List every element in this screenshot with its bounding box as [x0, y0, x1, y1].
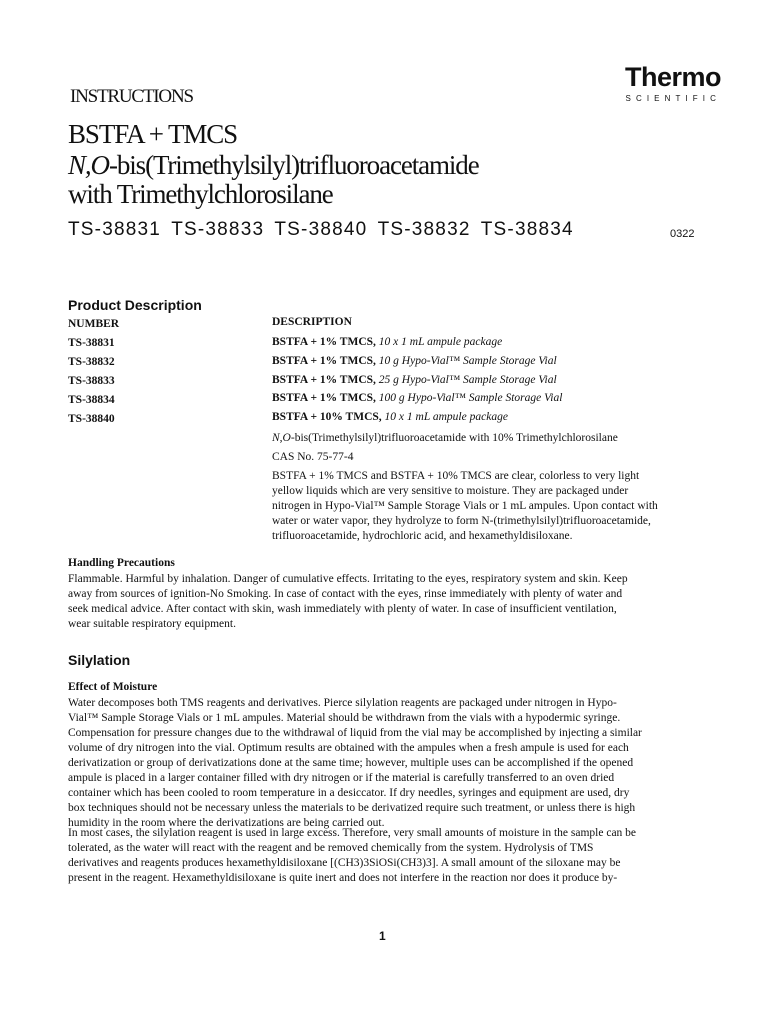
moisture-paragraph-1	[68, 696, 642, 831]
text-line: humidity in the room where the derivatizations are being carried out.	[68, 817, 385, 829]
handling-precautions-text	[68, 572, 628, 632]
product-description-text	[272, 469, 658, 544]
text-line: yellow liquids which are very sensitive to moisture. They are packaged under	[272, 485, 629, 497]
catalog-number: TS-38831	[68, 219, 162, 240]
text-line: nitrogen in Hypo-Vial™ Sample Storage Vials or 1 mL ampules. Upon contact with	[272, 500, 658, 512]
title-line-2-rest: -bis(Trimethylsilyl)trifluoroacetamide	[108, 150, 479, 180]
text-line: BSTFA + 1% TMCS and BSTFA + 10% TMCS are clear, colorless to very light	[272, 470, 640, 482]
text-line: derivatives and reagents produces hexamethyldisiloxane [(CH3)3SiOSi(CH3)3]. A small amount of the siloxane may be	[68, 857, 621, 869]
text-line: water or water vapor, they hydrolyze to form N-(trimethylsilyl)trifluoroacetamide,	[272, 515, 651, 527]
product-package: 100 g Hypo-Vial™ Sample Storage Vial	[378, 392, 563, 404]
version-code: 0322	[670, 228, 695, 240]
text-line: box techniques should not be necessary unless the materials to be derivatized require such treatment, or unless there is high	[68, 802, 636, 814]
chemical-name-rest: -bis(Trimethylsilyl)trifluoroacetamide with 10% Trimethylchlorosilane	[290, 432, 618, 444]
effect-of-moisture-heading: Effect of Moisture	[68, 681, 158, 693]
title-line-2	[68, 152, 479, 179]
product-description-row	[272, 392, 562, 404]
product-number: TS-38833	[68, 375, 115, 387]
product-number: TS-38834	[68, 394, 115, 406]
product-number: TS-38831	[68, 337, 115, 349]
product-number: TS-38840	[68, 413, 115, 425]
product-name: BSTFA + 10% TMCS,	[272, 411, 382, 423]
chemical-name-italic: N,O	[272, 432, 291, 444]
text-line: wear suitable respiratory equipment.	[68, 618, 236, 630]
chemical-name	[272, 432, 618, 444]
scientific-logo-text: SCIENTIFIC	[625, 94, 721, 103]
text-line: Flammable. Harmful by inhalation. Danger of cumulative effects. Irritating to the eyes, respiratory system and skin. Keep	[68, 573, 628, 585]
product-description-row	[272, 374, 557, 386]
thermo-logo: Thermo	[624, 62, 721, 92]
text-line: volume of dry nitrogen into the vial. Optimum results are obtained with the ampules when a fresh ampule is used for each	[68, 742, 629, 754]
title-line-3: with Trimethylchlorosilane	[68, 179, 333, 209]
description-column-header: DESCRIPTION	[272, 316, 352, 328]
text-line: Vial™ Sample Storage Vials or 1 mL ampules. Material should be withdrawn from the vials with a hypodermic syringe.	[68, 712, 621, 724]
text-line: away from sources of ignition-No Smoking. In case of contact with the eyes, rinse immediately with plenty of water and	[68, 588, 623, 600]
text-line: In most cases, the silylation reagent is used in large excess. Therefore, very small amounts of moisture in the sample can be	[68, 827, 637, 839]
product-description-heading: Product Description	[68, 297, 202, 313]
catalog-number: TS-38834	[480, 219, 574, 240]
text-line: Compensation for pressure changes due to the withdrawal of liquid from the vial may be accomplished by injecting a similar	[68, 727, 642, 739]
number-column-header: NUMBER	[68, 318, 120, 330]
catalog-numbers	[68, 219, 578, 241]
title-line-1: BSTFA + TMCS	[68, 119, 238, 149]
text-line: tolerated, as the water will react with the reagent and be removed chemically from the system. Hydrolysis of TMS	[68, 842, 594, 854]
catalog-number: TS-38832	[377, 219, 471, 240]
product-number: TS-38832	[68, 356, 115, 368]
product-package: 25 g Hypo-Vial™ Sample Storage Vial	[378, 374, 557, 386]
product-package: 10 g Hypo-Vial™ Sample Storage Vial	[378, 355, 557, 367]
product-description-row	[272, 336, 502, 348]
product-package: 10 x 1 mL ampule package	[378, 336, 503, 348]
silylation-heading: Silylation	[68, 652, 131, 668]
product-name: BSTFA + 1% TMCS,	[272, 374, 376, 386]
text-line: container which has been cooled to room temperature in a desiccator. If dry needles, syringes and equipment are used, dry	[68, 787, 630, 799]
catalog-number: TS-38833	[171, 219, 265, 240]
text-line: Water decomposes both TMS reagents and derivatives. Pierce silylation reagents are packaged under nitrogen in Hypo-	[68, 697, 617, 709]
product-package: 10 x 1 mL ampule package	[384, 411, 508, 423]
product-description-row	[272, 355, 557, 367]
product-name: BSTFA + 1% TMCS,	[272, 336, 376, 348]
doc-type-label: INSTRUCTIONS	[70, 86, 193, 107]
text-line: ampule is placed in a larger container filled with dry nitrogen or if the material is carefully transferred to an oven dried	[68, 772, 615, 784]
product-name: BSTFA + 1% TMCS,	[272, 355, 376, 367]
moisture-paragraph-2	[68, 826, 636, 886]
text-line: seek medical advice. After contact with skin, wash immediately with plenty of water. In case of insufficient ventilation,	[68, 603, 617, 615]
text-line: derivatization or group of derivatizations done at the same time; however, multiple uses can be accomplished if the opened	[68, 757, 634, 769]
catalog-number: TS-38840	[274, 219, 368, 240]
text-line: present in the reagent. Hexamethyldisiloxane is quite inert and does not interfere in the reaction nor does it produce by-	[68, 872, 618, 884]
page-number: 1	[379, 929, 386, 943]
cas-number: CAS No. 75-77-4	[272, 451, 354, 463]
text-line: trifluoroacetamide, hydrochloric acid, and hexamethyldisiloxane.	[272, 530, 573, 542]
product-description-row	[272, 411, 508, 423]
product-name: BSTFA + 1% TMCS,	[272, 392, 376, 404]
title-italic-prefix: N,O	[68, 150, 109, 180]
handling-precautions-heading: Handling Precautions	[68, 557, 175, 569]
